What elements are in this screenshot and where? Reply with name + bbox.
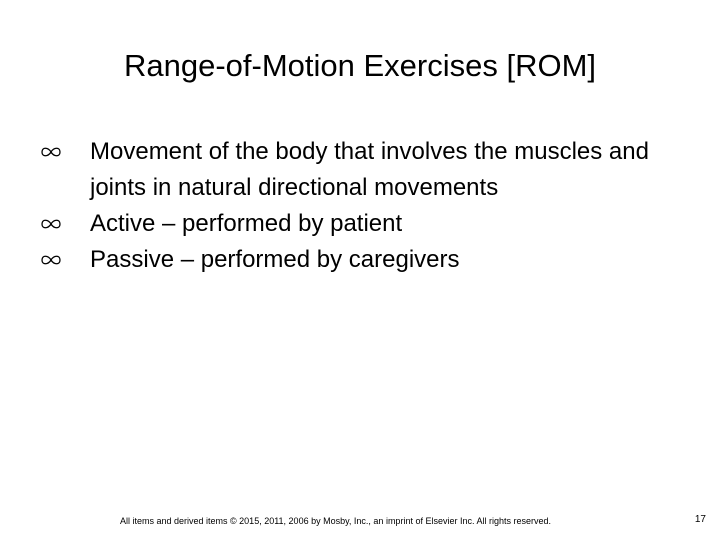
infinity-icon [40, 146, 62, 158]
bullet-text: Movement of the body that involves the muscles and joints in natural directional movements [90, 138, 649, 201]
slide-title: Range-of-Motion Exercises [ROM] [123, 48, 597, 83]
bullet-text: Passive – performed by caregivers [90, 246, 460, 273]
bullet-list [40, 134, 680, 278]
copyright-footer: All items and derived items © 2015, 2011, 2006 by Mosby, Inc., an imprint of Elsevier Inc. All rights reserved. [120, 516, 551, 526]
page-number: 17 [694, 514, 706, 525]
bullet-text: Active – performed by patient [90, 210, 403, 237]
bullet-item [40, 206, 680, 242]
infinity-icon [40, 254, 62, 266]
bullet-item [40, 242, 680, 278]
infinity-icon [40, 218, 62, 230]
bullet-item [40, 134, 680, 206]
